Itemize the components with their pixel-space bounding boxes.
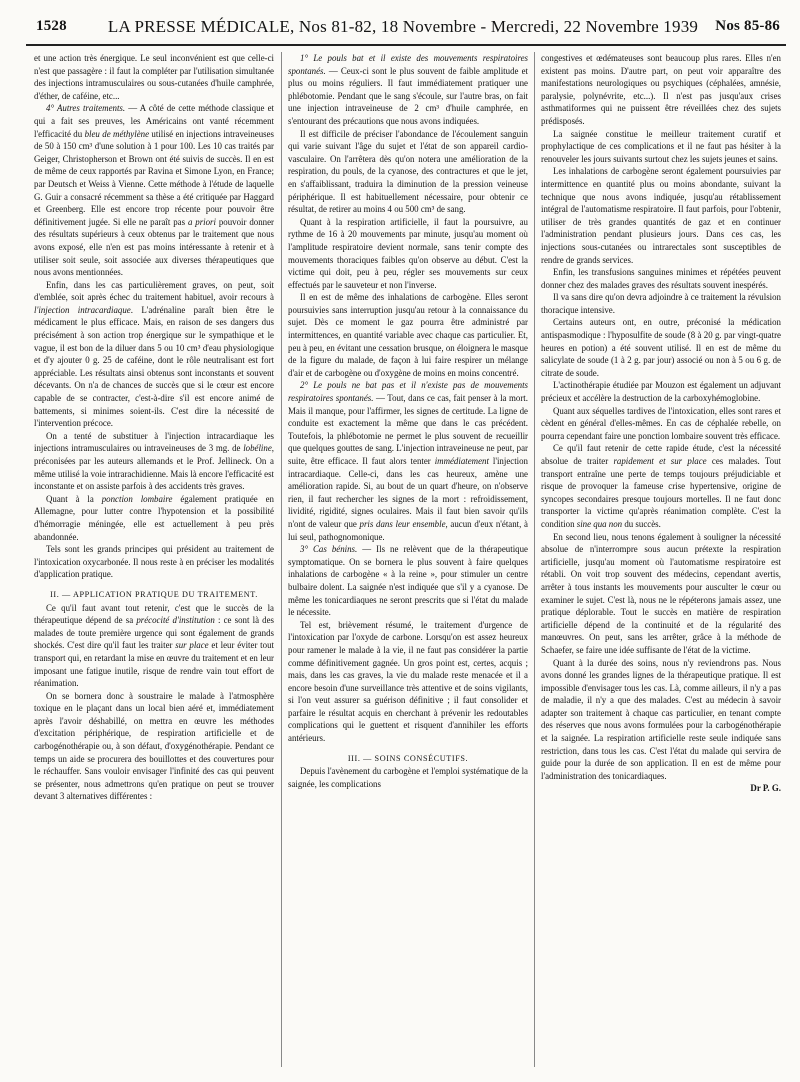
- paragraph: [288, 543, 528, 619]
- paragraph: Depuis l'avènement du carbogène et l'emploi systématique de la saignée, les complications: [288, 766, 528, 789]
- section-heading: III. — SOINS CONSÉCUTIFS.: [347, 753, 469, 763]
- page-number: 1528: [36, 18, 67, 34]
- text-run: du succès.: [622, 518, 661, 529]
- paragraph: [288, 52, 528, 128]
- paragraph: et une action très énergique. Le seul inconvénient est que celle-ci n'est que passagère : il faut la compléter par l'utilisation simultanée des injections intramusculaires ou sous-cutanées d'huile camphrée, d'éther, de caféine, etc...: [34, 53, 274, 101]
- page-header: [26, 14, 780, 40]
- text-run: Ce qu'il faut retenir de cette rapide étude, c'est la nécessité absolue de traiter: [541, 443, 781, 466]
- text-run: l'injection intracardiaque: [34, 304, 131, 315]
- paragraph: Enfin, les transfusions sanguines minimes et répétées peuvent donner chez des malades graves des résultats souvent inespérés.: [541, 267, 781, 290]
- paragraph: [34, 102, 274, 278]
- text-run: , préconisées par les auteurs allemands et le Prof. Jellineck. On a même utilisé la voie intrarachidienne. Mais là encore l'efficacité est inconstante et on assiste parfois à des accidents très graves.: [34, 443, 274, 492]
- paragraph: [34, 430, 274, 493]
- subheading: 4° Autres traitements.: [46, 103, 126, 114]
- text-run: ces malades. Tout transport entraîne une perte de temps toujours préjudiciable et risque de provoquer la fameuse crise hypertensive, origine de syncopes secondaires presque toujours mortelles. Il ne faut donc transporter la victime qu'après réanimation complète. C'est la condition: [541, 456, 781, 529]
- paragraph: Les inhalations de carbogène seront également poursuivies par intermittence en quantité plus ou moins abondante, suivant la technique que nous avons indiquée, jusqu'au rétablissement intégral de l'automatisme respiratoire. Il faut parfois, pour l'obtenir, utiliser de très grandes quantités de gaz et en continuer l'administration pendant plusieurs jours. Dans ces cas, les injections sous-cutanées ou intrarectales sont susceptibles de rendre de grands services.: [541, 166, 781, 265]
- text-run: a priori: [187, 216, 216, 227]
- column-2: [288, 52, 528, 790]
- text-run: bleu de méthylène: [84, 128, 150, 139]
- column-divider-2: [534, 52, 535, 1067]
- paragraph: Quant aux séquelles tardives de l'intoxication, elles sont rares et cèdent en général d'elles-mêmes. En cas de céphalée rebelle, on pourra cependant faire une ponction lombaire souvent très efficace.: [541, 405, 781, 441]
- text-run: pris dans leur ensemble: [359, 518, 446, 529]
- text-run: : ce sont là des malades de toute première urgence qui sont également de grands shockés. C'est dire qu'il faut les traiter: [34, 615, 274, 651]
- paragraph: [34, 279, 274, 430]
- text-run: . L'adrénaline paraît bien être le médicament le plus efficace. Mais, en raison de ses dangers dus précisément à son action trop énergique sur le sympathique et le vague, il est bon de la diluer dans 5 ou 10 cm³ d'eau physiologique et d'y ajouter 0 g. 25 de caféine, dont le rôle neutralisant est fort appréciable. Les résultats ainsi obtenus sont inconstants et souvent décevants. On n'a de chances de succès que si le cœur est encore capable de se contracter, c'est-à-dire s'il est encore animé de battements, si minimes soient-ils. C'est dire la nécessité de l'intervention précoce.: [34, 304, 274, 429]
- paragraph: L'actinothérapie étudiée par Mouzon est également un adjuvant précieux et accélère la destruction de la carboxyhémoglobine.: [541, 380, 781, 404]
- header-rule: [26, 44, 786, 46]
- journal-title: LA PRESSE MÉDICALE, Nos 81-82, 18 Novembre - Mercredi, 22 Novembre 1939: [107, 17, 699, 36]
- text-run: — A côté de cette méthode classique et qui a fait ses preuves, les Américains ont vanté récemment l'efficacité du: [34, 103, 274, 139]
- text-run: l'injection intracardiaque. Celle-ci, dans les cas heureux, amène une amélioration rapide. Si, au bout de un quart d'heure, on n'observe rien, il faut rechercher les signes de la mort : refroidissement, lividité, rigidité, signes oculaires. Mais il faut bien savoir qu'ils n'ont de valeur que: [288, 456, 528, 529]
- paragraph: Tels sont les grands principes qui président au traitement de l'intoxication oxycarbonée. Il nous reste à en préciser les modalités d'application pratique.: [34, 544, 274, 580]
- paragraph: [34, 493, 274, 543]
- subheading: 2° Le pouls ne bat pas et il n'existe pas de mouvements respiratoires spontanés.: [288, 380, 528, 404]
- paragraph: Certains auteurs ont, en outre, préconisé la médication antispasmodique : l'hyposulfite de soude (8 à 20 g. par vingt-quatre heures en potion) a été souvent utilisé. Il en est de même du salicylate de soude (1 à 2 g. par jour) associé ou non à 5 ou 6 g. de citrate de soude.: [541, 317, 781, 378]
- subheading: 3° Cas bénins.: [300, 544, 358, 555]
- paragraph: Quant à la respiration artificielle, il faut la poursuivre, au rythme de 16 à 20 mouvements par minute, jusqu'au moment où l'amplitude respiratoire devient normale, sans tenir compte des mouvements thoraciques faibles qu'on observe au début. C'est la victime qui doit, peu à peu, régler ses mouvements sur ceux effectués par le sauveteur et non l'inverse.: [288, 216, 528, 290]
- text-run: ponction lombaire: [101, 493, 173, 504]
- column-1: [34, 52, 274, 803]
- paragraph: La saignée constitue le meilleur traitement curatif et prophylactique de ces complications et il ne faut pas hésiter à la renouveler les jours suivants surtout chez les sujets jeunes et sains.: [541, 128, 781, 164]
- text-run: — Ils ne relèvent que de la thérapeutique symptomatique. On se bornera le plus souvent à faire quelques inhalations de carbogène « à la reine », pour stimuler un centre bulbaire dolent. La saignée n'est indiquée que s'il y a cyanose. De même les tonicardiaques ne seront prescrits que si l'état du malade le nécessite.: [288, 544, 528, 618]
- column-3: [541, 52, 781, 795]
- text-run: sine qua non: [576, 518, 623, 529]
- paragraph: [288, 379, 528, 543]
- text-run: pouvoir donner des résultats supérieurs à ceux obtenus par le traitement que nous avons exposé, elle n'en est pas moins intéressante à retenir et à utiliser soit seule, soit associée aux diverses thérapeutiques que nous avons mentionnées.: [34, 216, 274, 278]
- paragraph: Il en est de même des inhalations de carbogène. Elles seront poursuivies sans interruption jusqu'au retour à la connaissance du sujet. Dès ce moment le gaz pourra être administré par intermittences, en quantité variable avec chaque cas particulier. Et, peu à peu, en évitant une cessation brusque, on éloignera le masque de la figure du malade, de façon à lui faire respirer un mélange d'air et de carbogène ou d'oxygène de moins en moins concentré.: [288, 292, 528, 378]
- text-run: — Ceux-ci sont le plus souvent de faible amplitude et plus ou moins réguliers. Il faut immédiatement pratiquer une phlébotomie. Pendant que le sang s'écoule, sur l'autre bras, on fait une injection intraveineuse de 2 cm³ d'huile camphrée, en s'entourant des précautions que nous avons indiquées.: [288, 65, 528, 126]
- section-heading: II. — APPLICATION PRATIQUE DU TRAITEMENT.: [50, 589, 258, 599]
- text-run: On a tenté de substituer à l'injection intracardiaque les injections intramusculaires ou intraveineuses de 3 mg. de: [34, 430, 274, 454]
- paragraph: Tel est, brièvement résumé, le traitement d'urgence de l'intoxication par l'oxyde de carbone. Lorsqu'on est assez heureux pour ramener le malade à la vie, il ne faut pas considérer la partie comme définitivement gagnée. Un gros point est, certes, acquis ; mais, dans les cas graves, la vie du malade reste menacée et il a encore besoin d'une surveillance très attentive et de soins vigilants, si l'on veut assurer sa guérison définitive ; il faut consolider et parfaire le résultat acquis en cherchant à prévenir les redoutables complications qui le guettent et risquent d'annihiler les efforts antérieurs.: [288, 619, 528, 744]
- text-run: Enfin, dans les cas particulièrement graves, on peut, soit d'emblée, soit après échec du traitement habituel, avoir recours à: [34, 279, 274, 303]
- author-signature: Dr P. G.: [750, 783, 781, 794]
- text-run: — Tout, dans ce cas, fait penser à la mort. Mais il manque, pour l'affirmer, les signes de certitude. La ligne de conduite est exactement la même que dans le cas précédent. Toutefois, la phlébotomie ne permet le plus souvent de recueillir que quelques gouttes de sang. L'injection intraveineuse ne peut, par suite, être efficace. Il faut alors tenter: [288, 393, 528, 466]
- paragraph: Il est difficile de préciser l'abondance de l'écoulement sanguin qui varie suivant l'âge du sujet et l'état de son appareil cardio-vasculaire. On l'arrêtera dès qu'on notera une amélioration de la respiration, du pouls, de la cyanose, des contractures et que le jet, en s'affaiblissant, traduira la diminution de la pression veineuse périphérique. Il est habituellement nécessaire, pour obtenir ce résultat, de retirer au moins 4 ou 500 cm³ de sang.: [288, 128, 528, 215]
- text-run: , aucun d'eux n'étant, à lui seul, pathognomonique.: [288, 518, 528, 542]
- text-run: utilisé en injections intraveineuses de 50 à 150 cm³ d'une solution à 1 pour 100. Les 10 cas traités par Geiger, Christopherson et Brown ont été suivis de succès. Il en est de même de ceux rapportés par Ravina et Simone Lyon, en France; par Deutsch et Weiss à Vienne. Cette méthode à l'étude de laquelle G. Guir a consacré récemment sa thèse a été critiquée par Haggard et Greenberg. Elle est encore trop récente pour pouvoir être définitivement jugée. Si elle ne paraît pas: [34, 128, 274, 227]
- text-run: Quant à la: [46, 493, 102, 504]
- subheading: 1° Le pouls bat et il existe des mouvements respiratoires spontanés.: [288, 53, 528, 76]
- text-run: et leur éviter tout transport qui, en retardant la mise en œuvre du traitement et en leur imposant une fatigue inutile, risque de rendre vain tout effort de réanimation.: [34, 640, 274, 689]
- issue-number: Nos 85-86: [715, 18, 780, 34]
- paragraph: En second lieu, nous tenons également à souligner la nécessité absolue de n'interrompre sous aucun prétexte la respiration artificielle, jusqu'au moment où l'automatisme respiratoire est rétabli. On voit trop souvent des médecins, cependant avertis, arrêter à tous instants les mouvements pour ausculter le cœur ou examiner le sujet. C'est là, nous ne le répéterons jamais assez, une pratique déplorable. Tout le succès en matière de respiration artificielle dépend de la continuité et de la régularité des manœuvres. On peut, sans les arrêter, grâce à la méthode de Schaefer, se faire une idée suffisante de l'état de la victime.: [541, 531, 781, 655]
- paragraph: Il va sans dire qu'on devra adjoindre à ce traitement la révulsion thoracique intensive.: [541, 292, 781, 315]
- text-run: rapidement et sur place: [613, 456, 707, 466]
- paragraph: [34, 602, 274, 690]
- text-run: précocité d'institution: [136, 615, 215, 626]
- column-divider-1: [281, 52, 282, 1067]
- text-run: lobéline: [243, 443, 272, 454]
- text-run: sur place: [175, 640, 209, 651]
- text-run: également pratiquée en Allemagne, pour lutter contre l'hypotension et la possibilité d'hémorragie méningée, elle est actuellement à peu près abandonnée.: [34, 493, 274, 542]
- text-run: Ce qu'il faut avant tout retenir, c'est que le succès de la thérapeutique dépend de sa: [34, 602, 274, 626]
- text-run: immédiatement: [434, 456, 489, 466]
- paragraph: [541, 442, 781, 530]
- paragraph: On se bornera donc à soustraire le malade à l'atmosphère toxique en le plaçant dans un local bien aéré et, immédiatement après l'avoir déshabillé, on mettra en œuvre les méthodes d'excitation périphérique, de respiration artificielle et de carbogénothérapie ou, à son défaut, d'oxygénothérapie. Pendant ce temps un aide se procurera des bouillottes et des couvertures pour le réchauffer. Sans vouloir envisager l'infinité des cas qui peuvent se présenter, nous admettrons qu'en pratique on peut se trouver devant 3 alternatives différentes :: [34, 690, 274, 802]
- paragraph: congestives et œdémateuses sont beaucoup plus rares. Elles n'en existent pas moins. D'autre part, on peut voir apparaître des manifestations neurologiques ou psychiques (céphalées, amnésie, paralysie, polynévrite, etc...). Il n'est pas jusqu'aux crises asthmatiformes qui ne puissent être réveillées chez des sujets prédisposés.: [541, 53, 781, 126]
- paragraph: Quant à la durée des soins, nous n'y reviendrons pas. Nous avons donné les grandes lignes de la thérapeutique pratique. Il est impossible d'envisager tous les cas. Là, comme ailleurs, il n'y a pas de maladie, il n'y a que des malades. C'est au médecin à savoir adapter son traitement à chaque cas particulier, en tenant compte des réserves que nous avons formulées pour la carbogénothérapie et la saignée. La respiration artificielle reste seule indiquée sans restriction, dans tous les cas. C'est l'état du malade qui servira de guide pour la durée de son application. Il en est de même pour l'administration des tonicardiaques.: [541, 657, 781, 781]
